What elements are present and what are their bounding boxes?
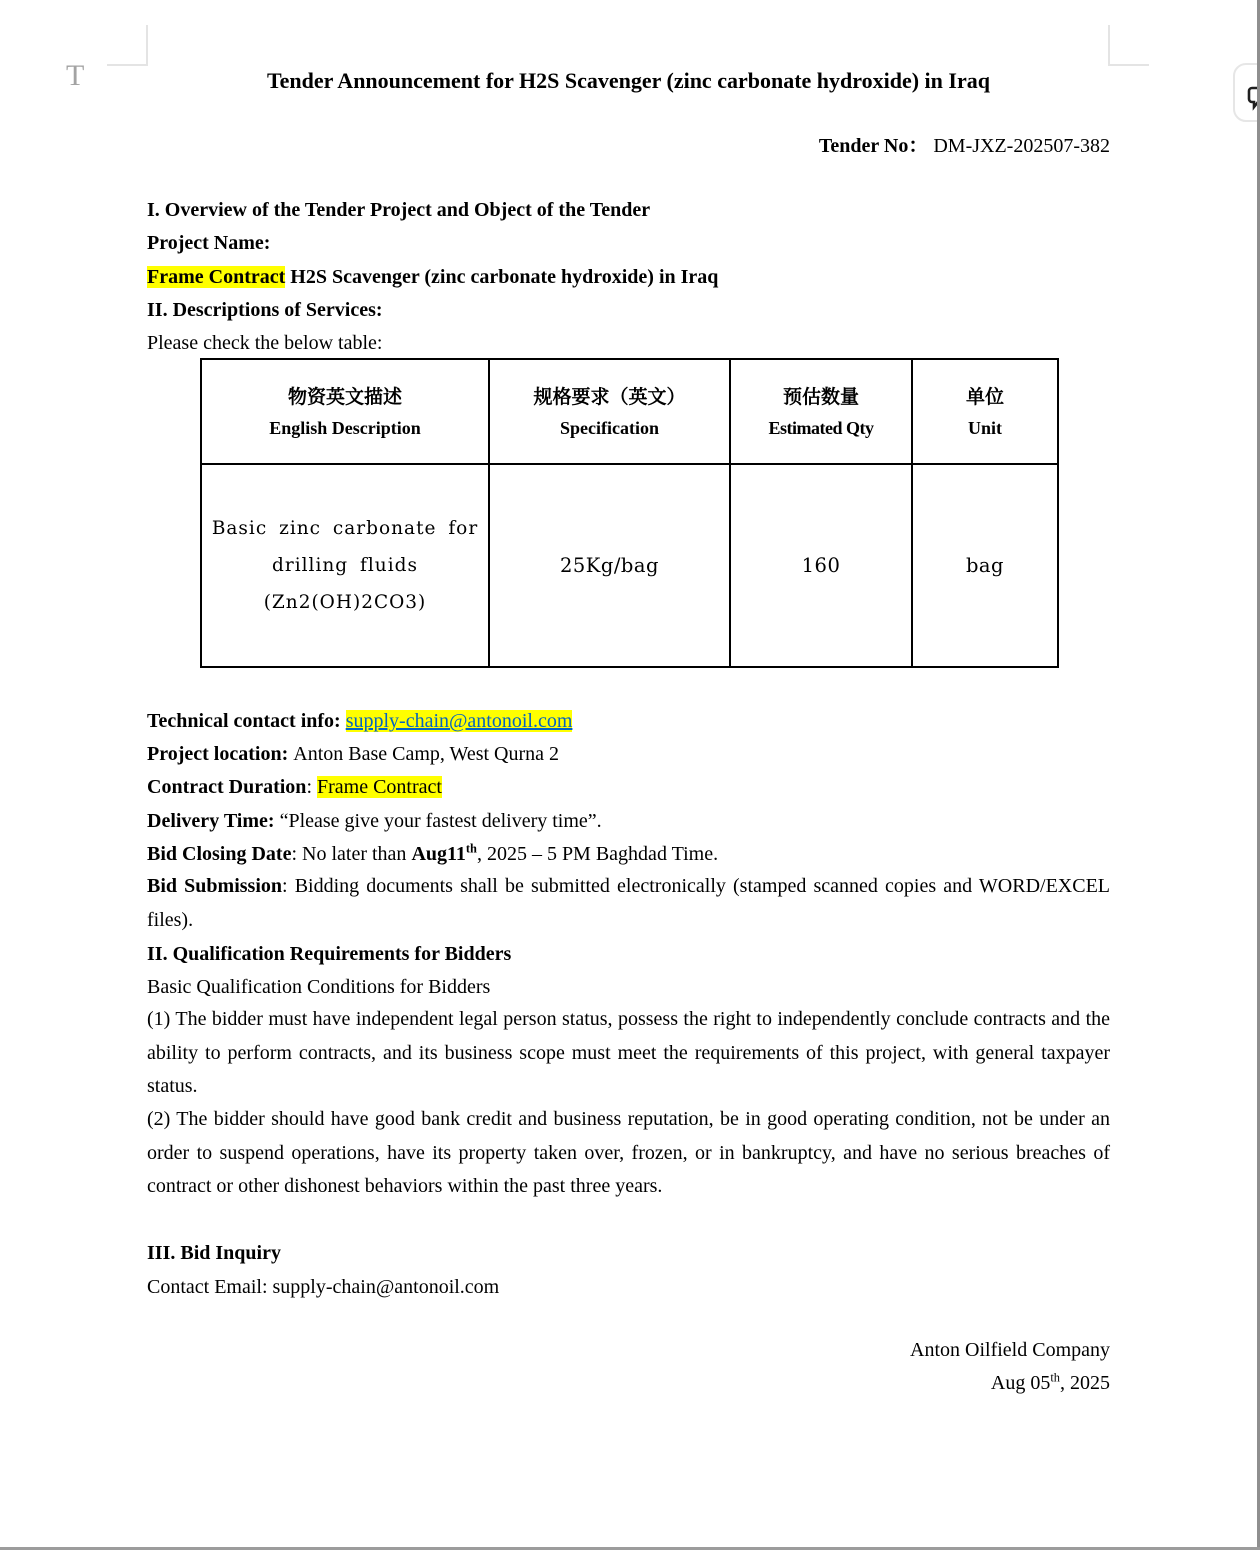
col-header-description bbox=[201, 359, 489, 464]
contract-duration-separator: : bbox=[306, 776, 317, 798]
page-margin-crop-mark-right bbox=[1108, 25, 1149, 66]
col-header-specification-en: Specification bbox=[560, 417, 659, 438]
table-row bbox=[201, 464, 1058, 667]
col-header-unit bbox=[912, 359, 1058, 464]
spec-table-header-row bbox=[201, 359, 1058, 464]
cell-specification: 25Kg/bag bbox=[489, 464, 730, 667]
text-tool-indicator: T bbox=[66, 59, 85, 92]
page-title: Tender Announcement for H2S Scavenger (zinc carbonate hydroxide) in Iraq bbox=[267, 68, 990, 93]
contract-duration-line bbox=[147, 770, 1110, 804]
qualification-item-1: (1) The bidder must have independent legal person status, possess the right to independently conclude contracts and the ability to perform contracts, and its business scope must meet the requirements of this project, with general taxpayer status. bbox=[147, 1008, 1110, 1097]
tender-number-label: Tender No： bbox=[818, 135, 929, 157]
page-margin-crop-mark-left bbox=[107, 25, 148, 66]
project-name-rest: H2S Scavenger (zinc carbonate hydroxide) in Iraq bbox=[285, 266, 719, 288]
project-name-line bbox=[147, 260, 1110, 294]
cell-estimated-qty: 160 bbox=[730, 464, 912, 667]
project-name-highlight: Frame Contract bbox=[147, 266, 286, 288]
project-name-label: Project Name: bbox=[147, 232, 271, 254]
section-2-heading: II. Descriptions of Services: bbox=[147, 299, 383, 321]
bid-closing-pre: : No later than bbox=[291, 843, 412, 865]
technical-contact-line bbox=[147, 704, 1110, 738]
col-header-description-en: English Description bbox=[269, 417, 421, 438]
bid-closing-post: , 2025 – 5 PM Baghdad Time. bbox=[476, 843, 719, 865]
add-comment-button[interactable] bbox=[1233, 63, 1260, 122]
qualification-subheading: Basic Qualification Conditions for Bidders bbox=[147, 976, 491, 998]
col-header-unit-en: Unit bbox=[967, 417, 1002, 438]
project-location-label: Project location: bbox=[147, 743, 294, 765]
section-1-heading: I. Overview of the Tender Project and Object of the Tender bbox=[147, 199, 651, 221]
bid-inquiry-heading: III. Bid Inquiry bbox=[147, 1242, 281, 1264]
qualification-heading: II. Qualification Requirements for Bidders bbox=[147, 943, 512, 965]
cell-unit: bag bbox=[912, 464, 1058, 667]
col-header-qty-en: Estimated Qty bbox=[768, 417, 874, 438]
contract-duration-label: Contract Duration bbox=[147, 776, 307, 798]
col-header-qty-zh: 预估数量 bbox=[782, 386, 859, 408]
bid-closing-ordinal: th bbox=[465, 841, 477, 856]
delivery-time-line bbox=[147, 804, 1110, 838]
signature-date-main: Aug 05 bbox=[990, 1372, 1051, 1394]
col-header-description-zh: 物资英文描述 bbox=[287, 386, 402, 408]
bid-submission-paragraph bbox=[147, 870, 1110, 937]
signature-date-tail: , 2025 bbox=[1060, 1372, 1110, 1394]
table-intro: Please check the below table: bbox=[147, 332, 383, 354]
col-header-unit-zh: 单位 bbox=[965, 386, 1004, 408]
spec-table bbox=[200, 358, 1059, 668]
delivery-time-label: Delivery Time: bbox=[147, 810, 280, 832]
signature-company: Anton Oilfield Company bbox=[910, 1339, 1110, 1361]
cell-description: Basic zinc carbonate for drilling fluids (Zn2(OH)2CO3) bbox=[201, 464, 489, 667]
signature-date bbox=[147, 1366, 1110, 1400]
delivery-time-value: “Please give your fastest delivery time”. bbox=[279, 810, 602, 832]
bid-closing-date: Aug11 bbox=[411, 843, 466, 865]
technical-contact-email-link[interactable]: supply-chain@antonoil.com bbox=[345, 710, 573, 732]
col-header-specification bbox=[489, 359, 730, 464]
signature-date-ordinal: th bbox=[1050, 1370, 1060, 1385]
col-header-specification-zh: 规格要求（英文） bbox=[533, 386, 686, 408]
bid-closing-label: Bid Closing Date bbox=[147, 843, 292, 865]
project-location-value: Anton Base Camp, West Qurna 2 bbox=[293, 743, 560, 765]
project-location-line bbox=[147, 737, 1110, 771]
technical-contact-label: Technical contact info: bbox=[147, 710, 346, 732]
tender-number-value: DM-JXZ-202507-382 bbox=[933, 135, 1110, 157]
bid-submission-label: Bid Submission bbox=[147, 875, 282, 897]
contact-email-line: Contact Email: supply-chain@antonoil.com bbox=[147, 1276, 500, 1298]
bid-closing-line bbox=[147, 837, 1110, 871]
col-header-qty bbox=[730, 359, 912, 464]
tender-number-line bbox=[147, 129, 1110, 163]
contract-duration-value: Frame Contract bbox=[317, 776, 442, 798]
bid-submission-text: : Bidding documents shall be submitted electronically (stamped scanned copies and WORD/EXCEL files). bbox=[147, 875, 1110, 931]
qualification-item-2: (2) The bidder should have good bank credit and business reputation, be in good operating condition, not be under an order to suspend operations, have its property taken over, frozen, or in bankruptcy, and have no serious breaches of contract or other dishonest behaviors within the past three years. bbox=[147, 1108, 1110, 1197]
